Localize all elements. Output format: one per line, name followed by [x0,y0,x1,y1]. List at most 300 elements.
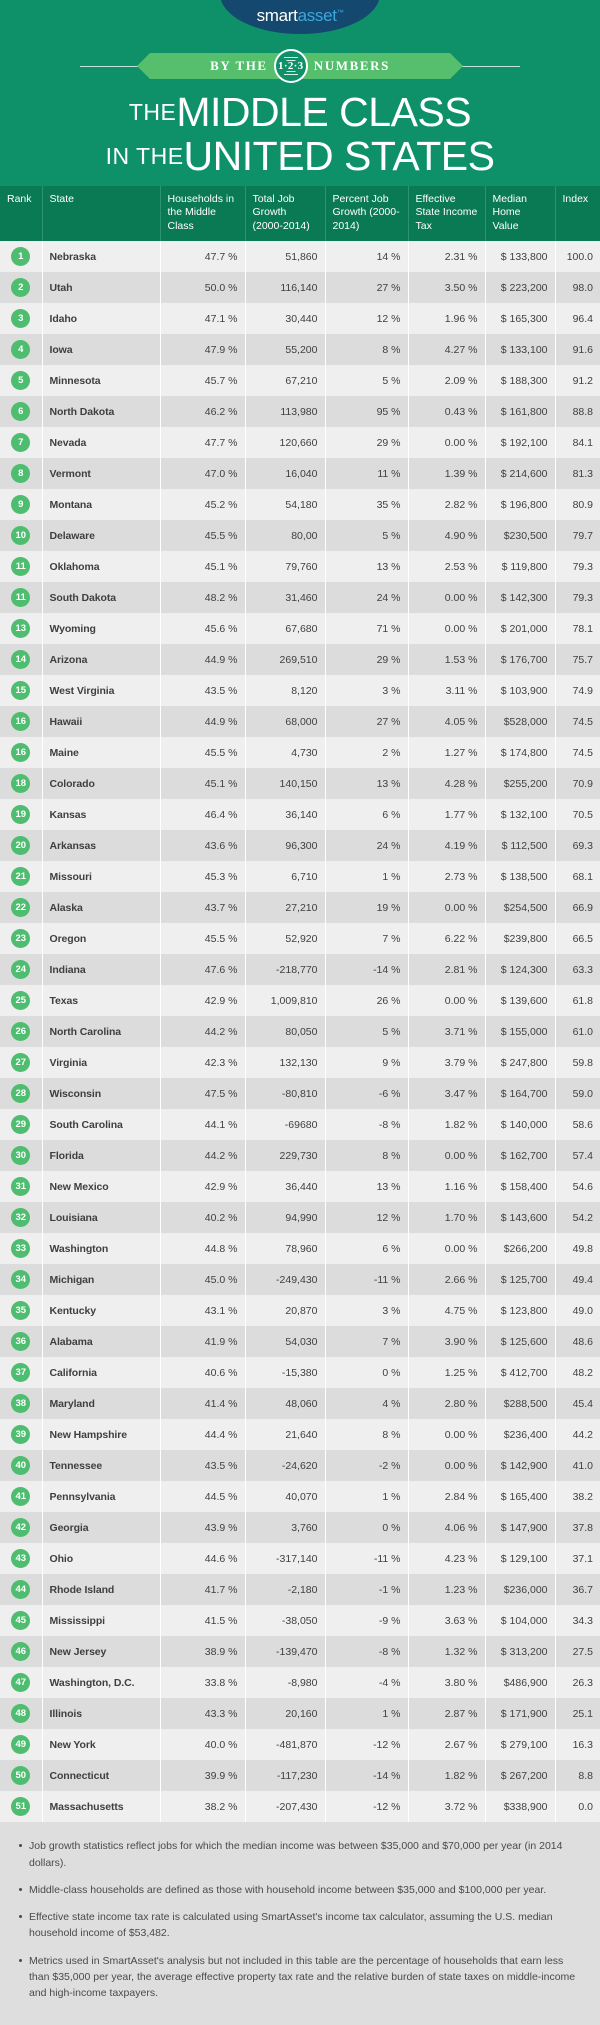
table-row[interactable] [0,1140,600,1171]
cell-households: 45.1 % [160,768,245,799]
footnote-item: Metrics used in SmartAsset's analysis but not included in this table are the percentage of households that earn less than $35,000 per year, the average effective property tax rate and the relative burden of state taxes on middle-income and high-income taxpayers. [18,1953,582,2002]
cell-rank [0,551,42,582]
cell-total-job-growth: 113,980 [245,396,325,427]
cell-households: 38.9 % [160,1636,245,1667]
cell-index: 61.8 [555,985,600,1016]
table-row[interactable] [0,644,600,675]
cell-percent-job-growth: 5 % [325,520,408,551]
cell-households: 44.9 % [160,644,245,675]
table-row[interactable] [0,1729,600,1760]
cell-households: 44.2 % [160,1016,245,1047]
table-row[interactable] [0,1171,600,1202]
rank-badge: 49 [11,1735,30,1754]
cell-households: 43.6 % [160,830,245,861]
cell-rank [0,799,42,830]
cell-effective-state-income-tax: 0.00 % [408,613,485,644]
cell-rank [0,1295,42,1326]
cell-total-job-growth: 80,050 [245,1016,325,1047]
cell-households: 46.2 % [160,396,245,427]
cell-state: Utah [42,272,160,303]
cell-effective-state-income-tax: 1.82 % [408,1109,485,1140]
cell-state: Louisiana [42,1202,160,1233]
cell-effective-state-income-tax: 3.80 % [408,1667,485,1698]
cell-rank [0,1605,42,1636]
cell-effective-state-income-tax: 4.19 % [408,830,485,861]
cell-index: 27.5 [555,1636,600,1667]
table-row[interactable] [0,1543,600,1574]
cell-total-job-growth: 55,200 [245,334,325,365]
table-row[interactable] [0,1636,600,1667]
cell-index: 58.6 [555,1109,600,1140]
cell-state: Nevada [42,427,160,458]
table-row[interactable] [0,1264,600,1295]
table-row[interactable] [0,1450,600,1481]
cell-state: Washington, D.C. [42,1667,160,1698]
rank-badge: 46 [11,1642,30,1661]
cell-households: 47.6 % [160,954,245,985]
table-row[interactable] [0,1202,600,1233]
table-header [0,186,600,241]
cell-rank [0,1016,42,1047]
rank-badge: 22 [11,898,30,917]
rank-badge: 34 [11,1270,30,1289]
col-header-median-home-value[interactable]: Median Home Value [485,186,555,241]
cell-total-job-growth: 132,130 [245,1047,325,1078]
table-row[interactable] [0,520,600,551]
col-header-effective-state-income-tax[interactable]: Effective State Income Tax [408,186,485,241]
cell-median-home-value: $ 143,600 [485,1202,555,1233]
cell-total-job-growth: 16,040 [245,458,325,489]
cell-households: 39.9 % [160,1760,245,1791]
cell-median-home-value: $338,900 [485,1791,555,1822]
cell-rank [0,1481,42,1512]
cell-rank [0,1791,42,1822]
table-row[interactable] [0,675,600,706]
cell-households: 41.9 % [160,1326,245,1357]
cell-total-job-growth: 116,140 [245,272,325,303]
rank-badge: 44 [11,1580,30,1599]
cell-rank [0,1450,42,1481]
rank-badge: 16 [11,712,30,731]
table-row[interactable] [0,1698,600,1729]
cell-households: 38.2 % [160,1791,245,1822]
table-row[interactable] [0,737,600,768]
cell-percent-job-growth: -11 % [325,1543,408,1574]
cell-rank [0,1233,42,1264]
cell-total-job-growth: 21,640 [245,1419,325,1450]
col-header-households[interactable]: Households in the Middle Class [160,186,245,241]
infographic-header [0,0,600,186]
cell-percent-job-growth: 29 % [325,427,408,458]
table-row[interactable] [0,241,600,272]
cell-rank [0,613,42,644]
cell-percent-job-growth: 7 % [325,923,408,954]
cell-total-job-growth: -69680 [245,1109,325,1140]
cell-median-home-value: $ 147,900 [485,1512,555,1543]
cell-total-job-growth: 67,680 [245,613,325,644]
cell-state: Kentucky [42,1295,160,1326]
page-title-united-states: UNITED STATES [183,133,495,179]
cell-total-job-growth: 94,990 [245,1202,325,1233]
col-header-state[interactable]: State [42,186,160,241]
rank-badge: 25 [11,991,30,1010]
cell-index: 84.1 [555,427,600,458]
cell-total-job-growth: 78,960 [245,1233,325,1264]
cell-state: South Carolina [42,1109,160,1140]
cell-index: 54.6 [555,1171,600,1202]
banner-ribbon [150,53,450,79]
cell-state: Oregon [42,923,160,954]
cell-state: Tennessee [42,1450,160,1481]
rank-badge: 38 [11,1394,30,1413]
cell-total-job-growth: 1,009,810 [245,985,325,1016]
cell-percent-job-growth: 13 % [325,768,408,799]
cell-median-home-value: $255,200 [485,768,555,799]
rank-badge: 36 [11,1332,30,1351]
table-row[interactable] [0,272,600,303]
cell-effective-state-income-tax: 1.27 % [408,737,485,768]
cell-state: Arizona [42,644,160,675]
cell-total-job-growth: 40,070 [245,1481,325,1512]
rank-badge: 16 [11,743,30,762]
rank-badge: 26 [11,1022,30,1041]
cell-percent-job-growth: -14 % [325,1760,408,1791]
cell-state: California [42,1357,160,1388]
cell-total-job-growth: 36,440 [245,1171,325,1202]
cell-effective-state-income-tax: 1.25 % [408,1357,485,1388]
cell-index: 79.3 [555,551,600,582]
rank-badge: 4 [11,340,30,359]
cell-effective-state-income-tax: 0.00 % [408,427,485,458]
table-row[interactable] [0,985,600,1016]
cell-median-home-value: $ 132,100 [485,799,555,830]
table-row[interactable] [0,830,600,861]
table-row[interactable] [0,923,600,954]
table-row[interactable] [0,1233,600,1264]
cell-households: 45.3 % [160,861,245,892]
cell-index: 70.5 [555,799,600,830]
cell-total-job-growth: 48,060 [245,1388,325,1419]
cell-state: Pennsylvania [42,1481,160,1512]
col-header-rank[interactable]: Rank [0,186,42,241]
cell-index: 8.8 [555,1760,600,1791]
cell-median-home-value: $236,400 [485,1419,555,1450]
footnote-item: Middle-class households are defined as those with household income between $35,000 and $100,000 per year. [18,1882,582,1898]
cell-total-job-growth: 229,730 [245,1140,325,1171]
cell-rank [0,1543,42,1574]
cell-median-home-value: $ 103,900 [485,675,555,706]
cell-total-job-growth: 36,140 [245,799,325,830]
cell-state: North Carolina [42,1016,160,1047]
cell-total-job-growth: 269,510 [245,644,325,675]
cell-households: 41.5 % [160,1605,245,1636]
cell-total-job-growth: -207,430 [245,1791,325,1822]
cell-median-home-value: $ 223,200 [485,272,555,303]
cell-households: 47.5 % [160,1078,245,1109]
cell-median-home-value: $ 125,700 [485,1264,555,1295]
cell-households: 48.2 % [160,582,245,613]
cell-percent-job-growth: 1 % [325,1481,408,1512]
cell-total-job-growth: -2,180 [245,1574,325,1605]
cell-percent-job-growth: 19 % [325,892,408,923]
rank-badge: 13 [11,619,30,638]
cell-households: 33.8 % [160,1667,245,1698]
cell-households: 41.4 % [160,1388,245,1419]
table-row[interactable] [0,1667,600,1698]
cell-index: 98.0 [555,272,600,303]
cell-households: 43.7 % [160,892,245,923]
cell-effective-state-income-tax: 2.84 % [408,1481,485,1512]
table-row[interactable] [0,1791,600,1822]
one-two-three-badge-icon [274,49,308,83]
logo-word-asset: asset [297,6,337,25]
cell-state: North Dakota [42,396,160,427]
table-row[interactable] [0,1388,600,1419]
cell-percent-job-growth: 24 % [325,582,408,613]
table-row[interactable] [0,1512,600,1543]
table-row[interactable] [0,365,600,396]
table-row[interactable] [0,303,600,334]
cell-median-home-value: $ 133,800 [485,241,555,272]
table-row[interactable] [0,551,600,582]
cell-index: 63.3 [555,954,600,985]
cell-effective-state-income-tax: 1.32 % [408,1636,485,1667]
cell-median-home-value: $ 196,800 [485,489,555,520]
cell-rank [0,1047,42,1078]
table-row[interactable] [0,613,600,644]
table-row[interactable] [0,1605,600,1636]
rank-badge: 5 [11,371,30,390]
table-row[interactable] [0,1295,600,1326]
cell-rank [0,1512,42,1543]
cell-percent-job-growth: 95 % [325,396,408,427]
cell-median-home-value: $ 171,900 [485,1698,555,1729]
cell-households: 43.9 % [160,1512,245,1543]
cell-percent-job-growth: 71 % [325,613,408,644]
cell-percent-job-growth: 24 % [325,830,408,861]
cell-index: 66.5 [555,923,600,954]
table-row[interactable] [0,1078,600,1109]
cell-households: 43.5 % [160,1450,245,1481]
cell-median-home-value: $ 112,500 [485,830,555,861]
table-row[interactable] [0,1481,600,1512]
cell-median-home-value: $ 267,200 [485,1760,555,1791]
banner-text-right: NUMBERS [313,58,390,73]
cell-total-job-growth: 79,760 [245,551,325,582]
cell-effective-state-income-tax: 1.16 % [408,1171,485,1202]
rank-badge: 24 [11,960,30,979]
cell-index: 74.5 [555,706,600,737]
footnote-item: Effective state income tax rate is calculated using SmartAsset's income tax calculator, assuming the U.S. median household income of $53,482. [18,1909,582,1942]
cell-rank [0,1419,42,1450]
cell-effective-state-income-tax: 0.43 % [408,396,485,427]
rank-badge: 43 [11,1549,30,1568]
rank-badge: 35 [11,1301,30,1320]
cell-effective-state-income-tax: 4.90 % [408,520,485,551]
cell-state: Alabama [42,1326,160,1357]
table-row[interactable] [0,1326,600,1357]
cell-households: 43.1 % [160,1295,245,1326]
table-row[interactable] [0,458,600,489]
cell-state: Washington [42,1233,160,1264]
cell-state: Montana [42,489,160,520]
table-row[interactable] [0,1419,600,1450]
table-row[interactable] [0,1574,600,1605]
cell-median-home-value: $ 129,100 [485,1543,555,1574]
cell-median-home-value: $ 139,600 [485,985,555,1016]
cell-median-home-value: $230,500 [485,520,555,551]
cell-effective-state-income-tax: 2.67 % [408,1729,485,1760]
table-row[interactable] [0,1760,600,1791]
cell-effective-state-income-tax: 2.81 % [408,954,485,985]
cell-median-home-value: $528,000 [485,706,555,737]
table-row[interactable] [0,1016,600,1047]
cell-index: 80.9 [555,489,600,520]
cell-effective-state-income-tax: 2.73 % [408,861,485,892]
cell-state: Texas [42,985,160,1016]
table-row[interactable] [0,768,600,799]
smartasset-logo [220,0,380,34]
table-row[interactable] [0,582,600,613]
cell-total-job-growth: -317,140 [245,1543,325,1574]
rank-badge: 21 [11,867,30,886]
table-row[interactable] [0,706,600,737]
cell-households: 41.7 % [160,1574,245,1605]
cell-median-home-value: $ 123,800 [485,1295,555,1326]
cell-rank [0,1078,42,1109]
cell-percent-job-growth: 8 % [325,334,408,365]
footnote-item: Job growth statistics reflect jobs for which the median income was between $35,000 and $70,000 per year (in 2014 dollars). [18,1838,582,1871]
cell-effective-state-income-tax: 4.06 % [408,1512,485,1543]
table-row[interactable] [0,427,600,458]
cell-percent-job-growth: 1 % [325,1698,408,1729]
cell-households: 45.5 % [160,520,245,551]
cell-index: 57.4 [555,1140,600,1171]
rank-badge: 7 [11,433,30,452]
cell-index: 100.0 [555,241,600,272]
cell-total-job-growth: 67,210 [245,365,325,396]
cell-index: 41.0 [555,1450,600,1481]
cell-percent-job-growth: 0 % [325,1512,408,1543]
cell-households: 46.4 % [160,799,245,830]
cell-percent-job-growth: 29 % [325,644,408,675]
page-title-line-1 [0,89,600,135]
cell-total-job-growth: 30,440 [245,303,325,334]
table-row[interactable] [0,1109,600,1140]
cell-percent-job-growth: -12 % [325,1729,408,1760]
rank-badge: 45 [11,1611,30,1630]
cell-index: 91.2 [555,365,600,396]
cell-percent-job-growth: 13 % [325,1171,408,1202]
cell-percent-job-growth: -14 % [325,954,408,985]
cell-median-home-value: $254,500 [485,892,555,923]
cell-index: 79.7 [555,520,600,551]
cell-index: 49.4 [555,1264,600,1295]
rank-badge: 39 [11,1425,30,1444]
cell-total-job-growth: -15,380 [245,1357,325,1388]
cell-rank [0,1140,42,1171]
cell-effective-state-income-tax: 0.00 % [408,1419,485,1450]
table-row[interactable] [0,489,600,520]
table-row[interactable] [0,396,600,427]
cell-rank [0,334,42,365]
rank-badge: 8 [11,464,30,483]
table-row[interactable] [0,1357,600,1388]
cell-state: Delaware [42,520,160,551]
table-row[interactable] [0,1047,600,1078]
col-header-index[interactable]: Index [555,186,600,241]
cell-percent-job-growth: 5 % [325,1016,408,1047]
cell-percent-job-growth: -11 % [325,1264,408,1295]
cell-state: Iowa [42,334,160,365]
cell-median-home-value: $ 412,700 [485,1357,555,1388]
cell-state: Georgia [42,1512,160,1543]
table-row[interactable] [0,954,600,985]
cell-effective-state-income-tax: 2.80 % [408,1388,485,1419]
cell-households: 45.0 % [160,1264,245,1295]
cell-households: 42.9 % [160,1171,245,1202]
middle-class-table [0,186,600,1822]
cell-households: 44.4 % [160,1419,245,1450]
cell-index: 74.5 [555,737,600,768]
cell-percent-job-growth: -8 % [325,1636,408,1667]
cell-median-home-value: $266,200 [485,1233,555,1264]
cell-median-home-value: $ 174,800 [485,737,555,768]
cell-percent-job-growth: 5 % [325,365,408,396]
cell-households: 45.1 % [160,551,245,582]
table-row[interactable] [0,334,600,365]
col-header-total-job-growth[interactable]: Total Job Growth (2000-2014) [245,186,325,241]
table-row[interactable] [0,892,600,923]
cell-median-home-value: $ 155,000 [485,1016,555,1047]
cell-median-home-value: $ 158,400 [485,1171,555,1202]
cell-index: 37.8 [555,1512,600,1543]
cell-state: Minnesota [42,365,160,396]
cell-effective-state-income-tax: 1.70 % [408,1202,485,1233]
cell-percent-job-growth: 12 % [325,303,408,334]
col-header-percent-job-growth[interactable]: Percent Job Growth (2000-2014) [325,186,408,241]
cell-index: 66.9 [555,892,600,923]
cell-effective-state-income-tax: 2.53 % [408,551,485,582]
cell-percent-job-growth: -4 % [325,1667,408,1698]
rank-badge: 29 [11,1115,30,1134]
cell-rank [0,582,42,613]
cell-percent-job-growth: 6 % [325,1233,408,1264]
cell-total-job-growth: 120,660 [245,427,325,458]
cell-state: Connecticut [42,1760,160,1791]
cell-effective-state-income-tax: 4.75 % [408,1295,485,1326]
cell-index: 45.4 [555,1388,600,1419]
cell-state: Alaska [42,892,160,923]
cell-effective-state-income-tax: 4.27 % [408,334,485,365]
rank-badge: 41 [11,1487,30,1506]
cell-median-home-value: $ 201,000 [485,613,555,644]
cell-total-job-growth: -481,870 [245,1729,325,1760]
trademark-icon: ™ [336,9,344,17]
cell-households: 43.5 % [160,675,245,706]
cell-median-home-value: $ 164,700 [485,1078,555,1109]
cell-rank [0,458,42,489]
rank-badge: 11 [11,588,30,607]
cell-median-home-value: $ 188,300 [485,365,555,396]
cell-total-job-growth: 4,730 [245,737,325,768]
table-row[interactable] [0,799,600,830]
rank-badge: 3 [11,309,30,328]
cell-households: 40.0 % [160,1729,245,1760]
cell-total-job-growth: -139,470 [245,1636,325,1667]
table-row[interactable] [0,861,600,892]
cell-index: 54.2 [555,1202,600,1233]
